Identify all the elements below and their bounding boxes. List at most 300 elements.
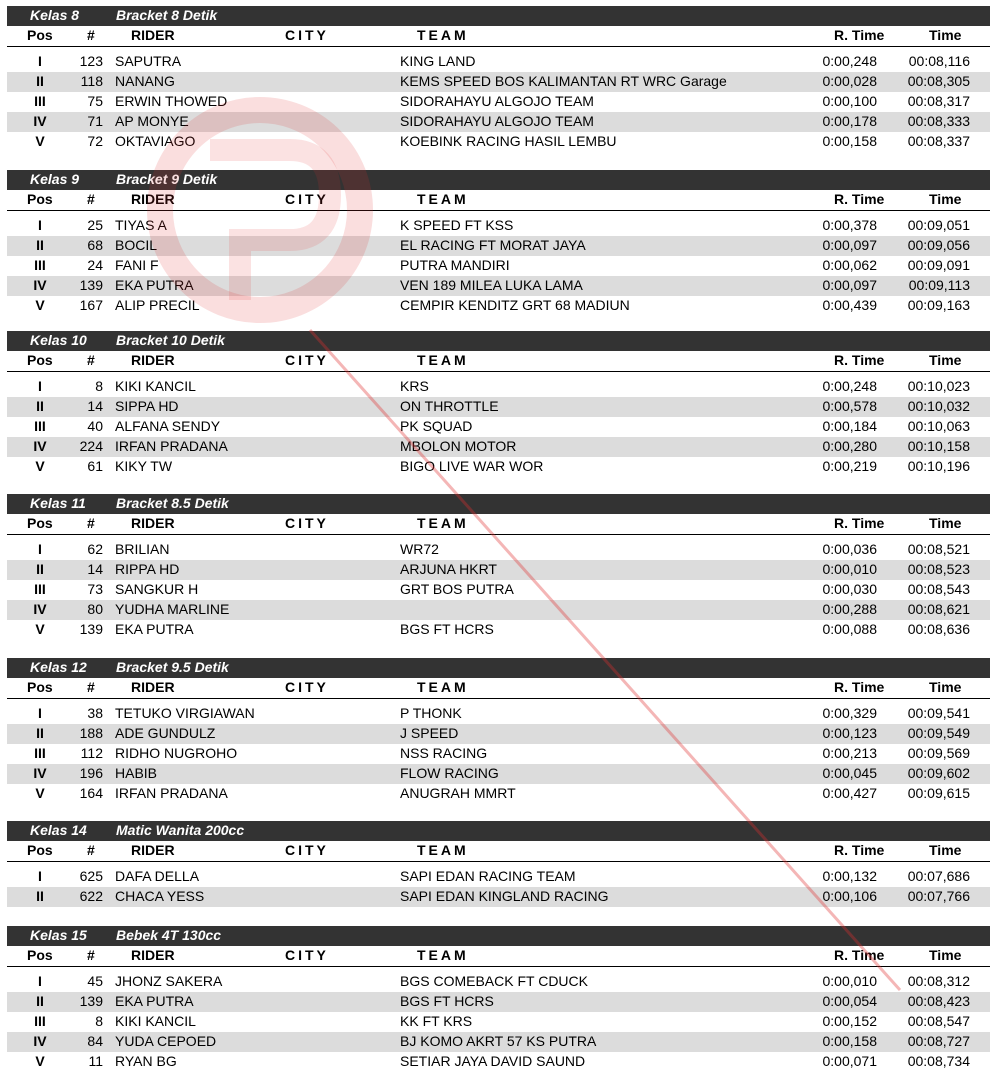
- cell-rtime: 0:00,028: [822, 73, 877, 89]
- cell-rider: IRFAN PRADANA: [115, 785, 228, 801]
- table-row: [7, 236, 990, 256]
- column-header-time: Time: [929, 515, 962, 531]
- cell-team: SETIAR JAYA DAVID SAUND: [400, 1053, 586, 1069]
- cell-team: ON THROTTLE: [400, 398, 499, 414]
- cell-time: 00:07,686: [907, 868, 970, 884]
- results-rows: [7, 867, 990, 907]
- cell-rider: BRILIAN: [115, 541, 170, 557]
- cell-rider: JHONZ SAKERA: [115, 973, 223, 989]
- table-row: [7, 112, 990, 132]
- cell-team: GRT BOS PUTRA: [400, 581, 514, 597]
- cell-team: WR72: [400, 541, 439, 557]
- cell-time: 00:08,727: [907, 1033, 970, 1049]
- cell-rider: TETUKO VIRGIAWAN: [115, 705, 255, 721]
- cell-rtime: 0:00,132: [822, 868, 877, 884]
- table-row: [7, 52, 990, 72]
- cell-pos: III: [34, 745, 46, 761]
- class-title-band: [7, 170, 990, 190]
- cell-rtime: 0:00,427: [822, 785, 877, 801]
- cell-num: 75: [87, 93, 103, 109]
- column-header-row: [7, 190, 990, 211]
- class-name: Kelas 9: [30, 171, 80, 187]
- table-row: [7, 457, 990, 477]
- cell-rtime: 0:00,010: [822, 973, 877, 989]
- cell-num: 625: [79, 868, 103, 884]
- cell-rtime: 0:00,010: [822, 561, 877, 577]
- cell-pos: III: [34, 418, 46, 434]
- cell-pos: III: [34, 1013, 46, 1029]
- cell-rtime: 0:00,329: [822, 705, 877, 721]
- column-header-row: [7, 351, 990, 372]
- cell-num: 80: [87, 601, 103, 617]
- cell-time: 00:08,333: [907, 113, 970, 129]
- cell-team: FLOW RACING: [400, 765, 499, 781]
- cell-pos: IV: [33, 1033, 47, 1049]
- cell-rider: SAPUTRA: [115, 53, 182, 69]
- column-header-pos: Pos: [27, 515, 53, 531]
- cell-time: 00:08,547: [907, 1013, 970, 1029]
- cell-num: 8: [95, 1013, 103, 1029]
- cell-time: 00:09,569: [907, 745, 970, 761]
- cell-num: 72: [87, 133, 103, 149]
- column-header-pos: Pos: [27, 27, 53, 43]
- class-title-band: [7, 6, 990, 26]
- column-header-pos: Pos: [27, 191, 53, 207]
- cell-num: 71: [87, 113, 103, 129]
- cell-num: 167: [79, 297, 103, 313]
- cell-team: MBOLON MOTOR: [400, 438, 517, 454]
- cell-pos: II: [36, 398, 44, 414]
- column-header-rtime: R. Time: [834, 842, 885, 858]
- cell-pos: II: [36, 561, 44, 577]
- column-header-pos: Pos: [27, 352, 53, 368]
- cell-rider: CHACA YESS: [115, 888, 205, 904]
- column-header-num: #: [87, 947, 95, 963]
- column-header-row: [7, 841, 990, 862]
- column-header-city: CITY: [285, 947, 329, 963]
- class-title-band: [7, 926, 990, 946]
- cell-rtime: 0:00,062: [822, 257, 877, 273]
- cell-num: 224: [79, 438, 103, 454]
- table-row: [7, 437, 990, 457]
- column-header-rtime: R. Time: [834, 27, 885, 43]
- cell-num: 68: [87, 237, 103, 253]
- cell-num: 61: [87, 458, 103, 474]
- table-row: [7, 764, 990, 784]
- column-header-team: TEAM: [417, 352, 469, 368]
- column-header-team: TEAM: [417, 842, 469, 858]
- column-header-time: Time: [929, 352, 962, 368]
- column-header-city: CITY: [285, 842, 329, 858]
- cell-time: 00:10,063: [907, 418, 970, 434]
- column-header-pos: Pos: [27, 842, 53, 858]
- cell-num: 14: [87, 398, 103, 414]
- cell-pos: V: [35, 785, 45, 801]
- class-title-band: [7, 331, 990, 351]
- class-name: Kelas 12: [30, 659, 87, 675]
- cell-rider: KIKI KANCIL: [115, 378, 196, 394]
- cell-time: 00:09,163: [907, 297, 970, 313]
- class-title-band: [7, 658, 990, 678]
- table-row: [7, 377, 990, 397]
- column-header-rider: RIDER: [131, 352, 175, 368]
- cell-time: 00:09,541: [907, 705, 970, 721]
- cell-team: ANUGRAH MMRT: [400, 785, 516, 801]
- column-header-city: CITY: [285, 352, 329, 368]
- cell-num: 164: [79, 785, 103, 801]
- cell-time: 00:10,032: [907, 398, 970, 414]
- cell-pos: III: [34, 93, 46, 109]
- cell-pos: II: [36, 73, 44, 89]
- column-header-num: #: [87, 515, 95, 531]
- cell-rtime: 0:00,097: [822, 237, 877, 253]
- table-row: [7, 704, 990, 724]
- cell-time: 00:09,051: [907, 217, 970, 233]
- cell-rider: RIPPA HD: [115, 561, 180, 577]
- cell-team: KRS: [400, 378, 429, 394]
- table-row: [7, 867, 990, 887]
- column-header-num: #: [87, 352, 95, 368]
- cell-time: 00:08,636: [907, 621, 970, 637]
- cell-rtime: 0:00,184: [822, 418, 877, 434]
- cell-num: 139: [79, 993, 103, 1009]
- results-rows: [7, 704, 990, 804]
- cell-rider: IRFAN PRADANA: [115, 438, 228, 454]
- cell-rider: HABIB: [115, 765, 158, 781]
- table-row: [7, 92, 990, 112]
- cell-team: SIDORAHAYU ALGOJO TEAM: [400, 93, 594, 109]
- class-bracket: Bracket 9 Detik: [116, 171, 218, 187]
- column-header-city: CITY: [285, 27, 329, 43]
- cell-team: NSS RACING: [400, 745, 488, 761]
- cell-rtime: 0:00,071: [822, 1053, 877, 1069]
- cell-time: 00:09,056: [907, 237, 970, 253]
- column-header-rider: RIDER: [131, 191, 175, 207]
- table-row: [7, 417, 990, 437]
- cell-num: 112: [80, 745, 103, 761]
- cell-pos: II: [36, 237, 44, 253]
- table-row: [7, 560, 990, 580]
- cell-rider: ALIP PRECIL: [115, 297, 200, 313]
- cell-rider: ERWIN THOWED: [115, 93, 228, 109]
- cell-rtime: 0:00,178: [822, 113, 877, 129]
- cell-rider: TIYAS A: [115, 217, 167, 233]
- column-header-num: #: [87, 842, 95, 858]
- class-bracket: Bracket 8.5 Detik: [116, 495, 229, 511]
- table-row: [7, 1052, 990, 1072]
- cell-rtime: 0:00,030: [822, 581, 877, 597]
- cell-time: 00:09,113: [908, 277, 970, 293]
- cell-pos: I: [38, 53, 42, 69]
- cell-team: VEN 189 MILEA LUKA LAMA: [400, 277, 583, 293]
- results-rows: [7, 972, 990, 1072]
- cell-pos: II: [36, 888, 44, 904]
- cell-team: SAPI EDAN RACING TEAM: [400, 868, 576, 884]
- cell-time: 00:09,549: [907, 725, 970, 741]
- cell-rtime: 0:00,054: [822, 993, 877, 1009]
- column-header-team: TEAM: [417, 191, 469, 207]
- class-name: Kelas 8: [30, 7, 80, 23]
- cell-rtime: 0:00,158: [822, 1033, 877, 1049]
- column-header-row: [7, 514, 990, 535]
- cell-team: PUTRA MANDIRI: [400, 257, 510, 273]
- cell-pos: I: [38, 973, 42, 989]
- cell-num: 84: [87, 1033, 103, 1049]
- cell-team: PK SQUAD: [400, 418, 473, 434]
- cell-team: ARJUNA HKRT: [400, 561, 497, 577]
- table-row: [7, 784, 990, 804]
- cell-team: KK FT KRS: [400, 1013, 473, 1029]
- cell-time: 00:08,312: [907, 973, 970, 989]
- cell-pos: V: [35, 621, 45, 637]
- cell-rtime: 0:00,088: [822, 621, 877, 637]
- column-header-pos: Pos: [27, 947, 53, 963]
- results-rows: [7, 540, 990, 640]
- class-bracket: Bracket 10 Detik: [116, 332, 225, 348]
- cell-rtime: 0:00,097: [822, 277, 877, 293]
- cell-time: 00:10,196: [907, 458, 970, 474]
- cell-rtime: 0:00,106: [822, 888, 877, 904]
- cell-time: 00:08,116: [908, 53, 970, 69]
- cell-pos: I: [38, 541, 42, 557]
- cell-rtime: 0:00,219: [822, 458, 877, 474]
- cell-team: P THONK: [400, 705, 462, 721]
- cell-pos: II: [36, 725, 44, 741]
- class-bracket: Bebek 4T 130cc: [116, 927, 222, 943]
- cell-num: 196: [79, 765, 103, 781]
- cell-rtime: 0:00,288: [822, 601, 877, 617]
- cell-pos: V: [35, 1053, 45, 1069]
- cell-time: 00:08,305: [907, 73, 970, 89]
- cell-rider: YUDHA MARLINE: [115, 601, 230, 617]
- table-row: [7, 887, 990, 907]
- table-row: [7, 620, 990, 640]
- cell-time: 00:08,337: [907, 133, 970, 149]
- cell-pos: IV: [33, 277, 47, 293]
- cell-team: BJ KOMO AKRT 57 KS PUTRA: [400, 1033, 597, 1049]
- table-row: [7, 1012, 990, 1032]
- column-header-time: Time: [929, 947, 962, 963]
- table-row: [7, 276, 990, 296]
- cell-rider: BOCIL: [115, 237, 158, 253]
- results-rows: [7, 52, 990, 152]
- cell-time: 00:08,734: [907, 1053, 970, 1069]
- cell-time: 00:07,766: [907, 888, 970, 904]
- cell-rtime: 0:00,036: [822, 541, 877, 557]
- class-bracket: Bracket 8 Detik: [116, 7, 218, 23]
- cell-num: 73: [87, 581, 103, 597]
- table-row: [7, 1032, 990, 1052]
- cell-rtime: 0:00,280: [822, 438, 877, 454]
- cell-rider: NANANG: [115, 73, 175, 89]
- cell-team: BGS COMEBACK FT CDUCK: [400, 973, 588, 989]
- column-header-row: [7, 26, 990, 47]
- cell-rtime: 0:00,248: [822, 53, 877, 69]
- cell-num: 118: [80, 73, 103, 89]
- class-name: Kelas 14: [30, 822, 87, 838]
- cell-rider: ADE GUNDULZ: [115, 725, 216, 741]
- cell-rider: YUDA CEPOED: [115, 1033, 217, 1049]
- table-row: [7, 992, 990, 1012]
- column-header-rider: RIDER: [131, 842, 175, 858]
- column-header-rider: RIDER: [131, 679, 175, 695]
- cell-rtime: 0:00,152: [822, 1013, 877, 1029]
- column-header-rtime: R. Time: [834, 679, 885, 695]
- table-row: [7, 580, 990, 600]
- class-title-band: [7, 494, 990, 514]
- cell-num: 622: [79, 888, 103, 904]
- cell-pos: IV: [33, 113, 47, 129]
- cell-pos: I: [38, 868, 42, 884]
- column-header-rider: RIDER: [131, 27, 175, 43]
- cell-team: BGS FT HCRS: [400, 993, 494, 1009]
- column-header-team: TEAM: [417, 679, 469, 695]
- results-rows: [7, 216, 990, 316]
- class-bracket: Bracket 9.5 Detik: [116, 659, 229, 675]
- cell-team: KING LAND: [400, 53, 476, 69]
- cell-team: BIGO LIVE WAR WOR: [400, 458, 544, 474]
- column-header-team: TEAM: [417, 515, 469, 531]
- cell-num: 188: [79, 725, 103, 741]
- cell-pos: III: [34, 257, 46, 273]
- column-header-team: TEAM: [417, 27, 469, 43]
- table-row: [7, 600, 990, 620]
- table-row: [7, 256, 990, 276]
- cell-time: 00:09,091: [907, 257, 970, 273]
- table-row: [7, 724, 990, 744]
- cell-num: 40: [87, 418, 103, 434]
- cell-rtime: 0:00,123: [822, 725, 877, 741]
- cell-team: KEMS SPEED BOS KALIMANTAN RT WRC Garage: [400, 73, 727, 89]
- column-header-rider: RIDER: [131, 947, 175, 963]
- column-header-num: #: [87, 679, 95, 695]
- table-row: [7, 540, 990, 560]
- cell-rider: KIKI KANCIL: [115, 1013, 196, 1029]
- cell-team: KOEBINK RACING HASIL LEMBU: [400, 133, 617, 149]
- cell-rider: RYAN BG: [115, 1053, 177, 1069]
- cell-pos: I: [38, 217, 42, 233]
- cell-pos: I: [38, 378, 42, 394]
- cell-time: 00:08,521: [907, 541, 970, 557]
- table-row: [7, 397, 990, 417]
- cell-num: 62: [87, 541, 103, 557]
- class-name: Kelas 11: [30, 495, 86, 511]
- cell-time: 00:10,023: [907, 378, 970, 394]
- class-title-band: [7, 821, 990, 841]
- cell-time: 00:10,158: [907, 438, 970, 454]
- column-header-pos: Pos: [27, 679, 53, 695]
- cell-time: 00:08,543: [907, 581, 970, 597]
- cell-pos: II: [36, 993, 44, 1009]
- column-header-rtime: R. Time: [834, 191, 885, 207]
- cell-pos: IV: [33, 601, 47, 617]
- column-header-num: #: [87, 27, 95, 43]
- cell-pos: V: [35, 133, 45, 149]
- cell-num: 139: [79, 621, 103, 637]
- cell-rider: AP MONYE: [115, 113, 189, 129]
- column-header-time: Time: [929, 27, 962, 43]
- column-header-rtime: R. Time: [834, 515, 885, 531]
- class-bracket: Matic Wanita 200cc: [116, 822, 245, 838]
- cell-num: 25: [87, 217, 103, 233]
- cell-rider: KIKY TW: [115, 458, 173, 474]
- cell-num: 139: [79, 277, 103, 293]
- cell-num: 11: [88, 1053, 103, 1069]
- column-header-rider: RIDER: [131, 515, 175, 531]
- cell-pos: V: [35, 297, 45, 313]
- column-header-team: TEAM: [417, 947, 469, 963]
- cell-rider: EKA PUTRA: [115, 621, 194, 637]
- column-header-time: Time: [929, 679, 962, 695]
- cell-time: 00:08,423: [907, 993, 970, 1009]
- cell-rtime: 0:00,378: [822, 217, 877, 233]
- cell-num: 24: [87, 257, 103, 273]
- column-header-city: CITY: [285, 679, 329, 695]
- cell-time: 00:08,621: [907, 601, 970, 617]
- cell-num: 45: [87, 973, 103, 989]
- cell-time: 00:09,602: [907, 765, 970, 781]
- cell-pos: IV: [33, 438, 47, 454]
- cell-team: CEMPIR KENDITZ GRT 68 MADIUN: [400, 297, 630, 313]
- cell-rtime: 0:00,158: [822, 133, 877, 149]
- class-name: Kelas 10: [30, 332, 87, 348]
- cell-rider: OKTAVIAGO: [115, 133, 196, 149]
- cell-pos: V: [35, 458, 45, 474]
- cell-rtime: 0:00,248: [822, 378, 877, 394]
- cell-rider: FANI F: [115, 257, 159, 273]
- table-row: [7, 972, 990, 992]
- cell-rider: SANGKUR H: [115, 581, 199, 597]
- column-header-city: CITY: [285, 515, 329, 531]
- cell-team: K SPEED FT KSS: [400, 217, 514, 233]
- column-header-time: Time: [929, 191, 962, 207]
- cell-rtime: 0:00,100: [822, 93, 877, 109]
- cell-team: BGS FT HCRS: [400, 621, 494, 637]
- cell-rider: EKA PUTRA: [115, 277, 194, 293]
- cell-rider: DAFA DELLA: [115, 868, 200, 884]
- cell-rtime: 0:00,439: [822, 297, 877, 313]
- table-row: [7, 132, 990, 152]
- column-header-rtime: R. Time: [834, 352, 885, 368]
- column-header-time: Time: [929, 842, 962, 858]
- cell-num: 14: [87, 561, 103, 577]
- cell-time: 00:09,615: [907, 785, 970, 801]
- table-row: [7, 296, 990, 316]
- table-row: [7, 72, 990, 92]
- cell-team: SIDORAHAYU ALGOJO TEAM: [400, 113, 594, 129]
- column-header-row: [7, 678, 990, 699]
- cell-rtime: 0:00,045: [822, 765, 877, 781]
- cell-rtime: 0:00,213: [822, 745, 877, 761]
- cell-rider: SIPPA HD: [115, 398, 179, 414]
- cell-pos: IV: [33, 765, 47, 781]
- cell-rider: RIDHO NUGROHO: [115, 745, 238, 761]
- cell-pos: III: [34, 581, 46, 597]
- column-header-row: [7, 946, 990, 967]
- cell-rider: EKA PUTRA: [115, 993, 194, 1009]
- cell-num: 38: [87, 705, 103, 721]
- cell-num: 8: [95, 378, 103, 394]
- column-header-rtime: R. Time: [834, 947, 885, 963]
- cell-time: 00:08,317: [907, 93, 970, 109]
- column-header-city: CITY: [285, 191, 329, 207]
- class-name: Kelas 15: [30, 927, 87, 943]
- cell-num: 123: [79, 53, 103, 69]
- cell-team: J SPEED: [400, 725, 459, 741]
- cell-rtime: 0:00,578: [822, 398, 877, 414]
- column-header-num: #: [87, 191, 95, 207]
- results-rows: [7, 377, 990, 477]
